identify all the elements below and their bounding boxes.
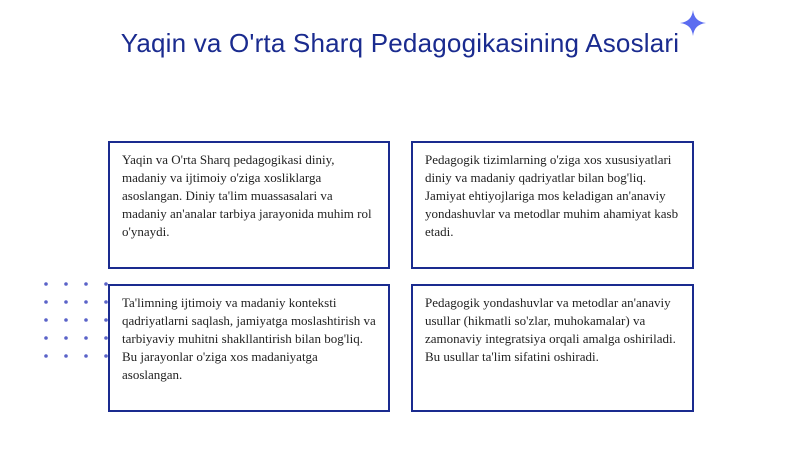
- slide-title: Yaqin va O'rta Sharq Pedagogikasining Asoslari: [120, 28, 680, 58]
- text-card-4: Pedagogik yondashuvlar va metodlar an'anaviy usullar (hikmatli so'zlar, muhokamalar) va zamonaviy integratsiya orqali amalga oshiriladi. Bu usullar ta'lim sifatini oshiradi.: [411, 284, 694, 412]
- sparkle-icon: [680, 10, 706, 36]
- text-card-1: Yaqin va O'rta Sharq pedagogikasi diniy, madaniy va ijtimoiy o'ziga xosliklarga asoslangan. Diniy ta'lim muassasalari va madaniy an'analar tarbiya jarayonida muhim rol o'ynaydi.: [108, 141, 390, 269]
- text-card-2: Pedagogik tizimlarning o'ziga xos xususiyatlari diniy va madaniy qadriyatlar bilan bog'liq. Jamiyat ehtiyojlariga mos keladigan an'anaviy yondashuvlar va metodlar muhim ahamiyat kasb etadi.: [411, 141, 694, 269]
- text-card-3: Ta'limning ijtimoiy va madaniy konteksti qadriyatlarni saqlash, jamiyatga moslashtirish va tarbiyaviy muhitni shakllantirish bilan bog'liq. Bu jarayonlar o'ziga xos madaniyatga asoslangan.: [108, 284, 390, 412]
